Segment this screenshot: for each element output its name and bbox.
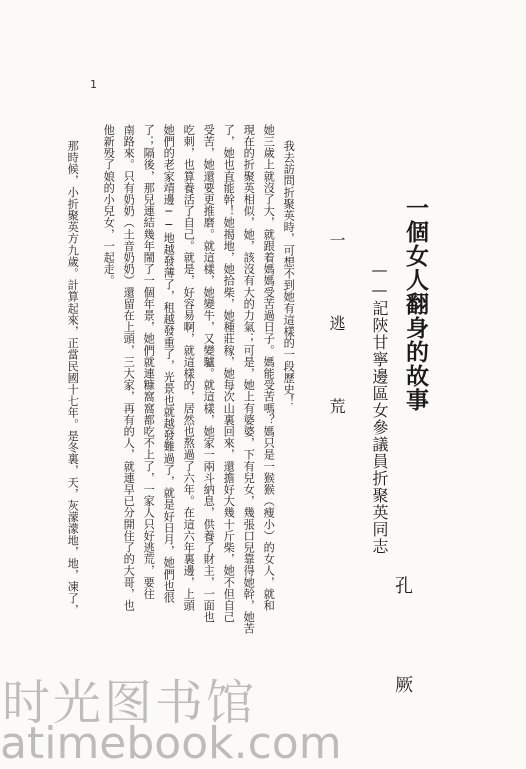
body-paragraph-line: 現在的折聚英相似，她，該沒有大的力氣；可是，她上有婆婆，下有兒女，幾張口兒靠得她幹，她苦 <box>242 124 256 635</box>
body-paragraph-line: 她們的老家靖邊──地越發薄了，租越發重了，光景也就越發難過了，就是好日月，她們也很 <box>162 124 176 604</box>
article-title: 一個女人翻身的故事 <box>402 196 429 412</box>
body-paragraph-line: 她三歲上就沒了大，就跟着媽媽受苦過日子。媽能受苦嗎？媽只是一猴猴（瘦小）的女人，就和 <box>262 124 276 612</box>
body-paragraph-line: 了，她也直能幹！她揭地，她拾柴，她種莊稼，她每次山裏回來，還擔好大幾十斤柴，她不但自己 <box>222 124 236 623</box>
body-paragraph-line: 受苦，她還要更推磨。就這樣，她變牛，又變驢。就這樣，她家一兩斗納息，供養了財主，一面也 <box>202 124 216 623</box>
section-heading: 一 逃 荒 <box>327 232 346 438</box>
body-paragraph-line: 了；隔後，那兒連結幾年鬧了一個年景，她們就連糠窩窩都吃不上了，一家人只好逃荒，要往 <box>142 124 156 600</box>
body-paragraph-line: 那時候，小折聚英方九歲。計算起來，正當民國十七年。是冬裏，天，灰濛濛地，地，凍了， <box>66 140 80 616</box>
body-paragraph-line: 他新殁了娘的小兒女，一起走。 <box>102 124 116 287</box>
body-paragraph-line: 南路來。只有奶奶（土音奶奶）還留在上頭，三大家，再有的人，就連早已分開住了的大哥，也 <box>122 124 136 612</box>
author-name: 孔 厥 <box>392 576 413 723</box>
body-paragraph-line: 我去訪問折聚英時，可想不到她有這樣的一段歷史！ <box>282 140 296 407</box>
watermark-chinese: 时光图书馆 <box>2 675 258 731</box>
watermark-url: atimebook.com <box>0 718 342 769</box>
article-subtitle: ——記陝甘寧邊區女參議員折聚英同志 <box>370 260 389 555</box>
body-paragraph-line: 吃刺，也算養活了自己。就是，好容易啊，就這樣的，居然也熬過了六年。在這六年裏邊，上頭 <box>182 124 196 612</box>
page-number: 1 <box>90 78 97 91</box>
